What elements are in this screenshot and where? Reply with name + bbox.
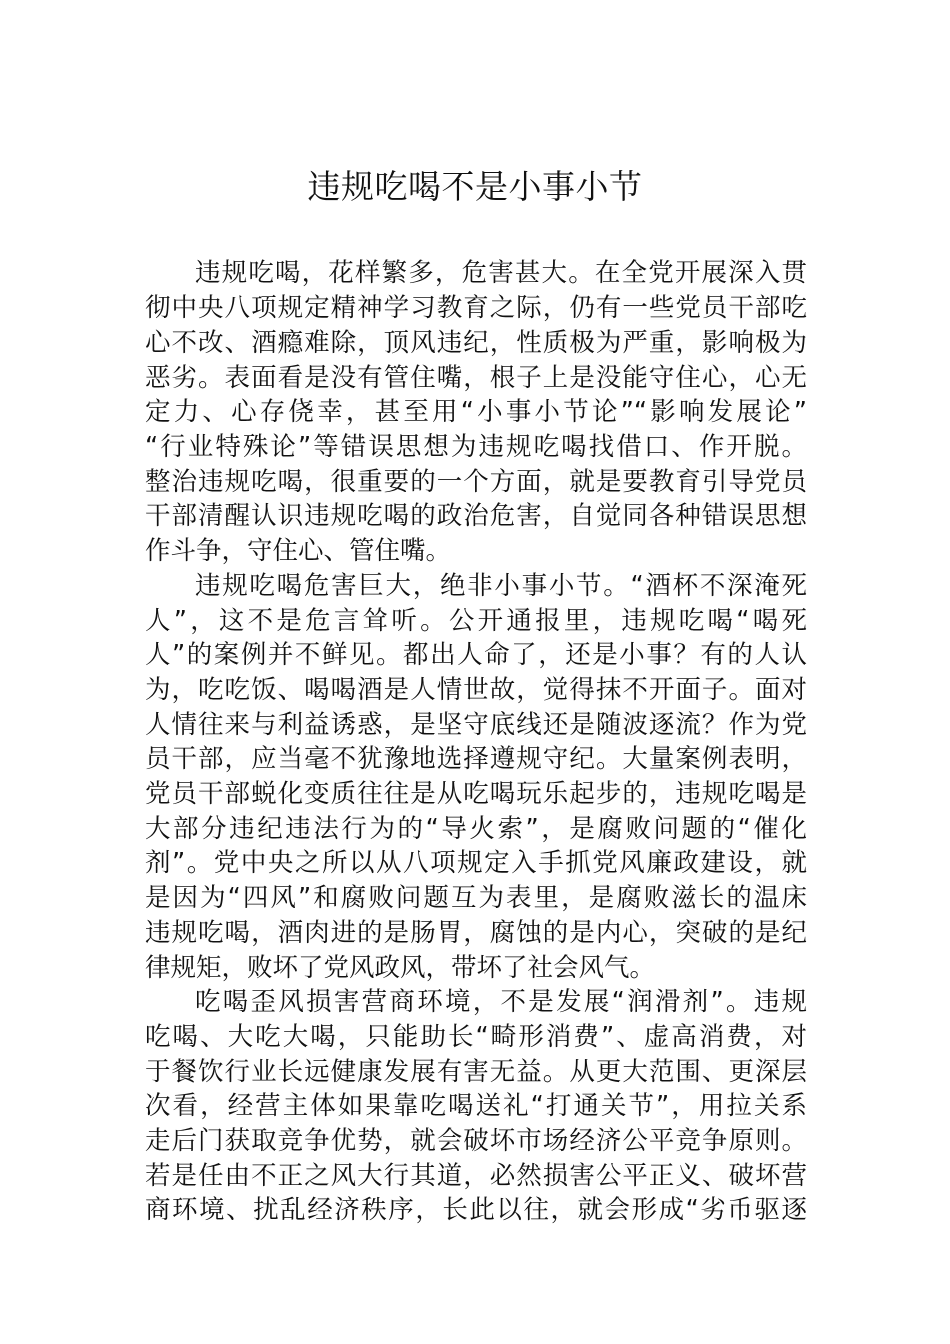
paragraph-line: 为，吃吃饭、喝喝酒是人情世故，觉得抹不开面子。面对 [145,675,807,705]
paragraph-line: 商环境、扰乱经济秩序，长此以往，就会形成“劣币驱逐 [145,1195,807,1225]
paragraph-line: 定力、心存侥幸，甚至用“小事小节论”“影响发展论” [145,397,807,427]
paragraph-line: 于餐饮行业长远健康发展有害无益。从更大范围、更深层 [145,1057,807,1087]
paragraph-line: 剂”。党中央之所以从八项规定入手抓党风廉政建设，就 [145,848,807,878]
paragraph-line: 人”的案例并不鲜见。都出人命了，还是小事？有的人认 [145,640,807,670]
document-title: 违规吃喝不是小事小节 [307,167,643,206]
paragraph-line: 作斗争，守住心、管住嘴。 [145,536,452,566]
paragraph-line: 是因为“四风”和腐败问题互为表里，是腐败滋长的温床 [145,883,807,913]
paragraph-line: 人情往来与利益诱惑，是坚守底线还是随波逐流？作为党 [145,710,807,740]
paragraph-line: 整治违规吃喝，很重要的一个方面，就是要教育引导党员 [145,467,807,497]
paragraph-line: 违规吃喝，花样繁多，危害甚大。在全党开展深入贯 [195,258,807,288]
paragraph-line: 吃喝歪风损害营商环境，不是发展“润滑剂”。违规 [195,987,807,1017]
paragraph-line: 若是任由不正之风大行其道，必然损害公平正义、破坏营 [145,1161,807,1191]
paragraph-line: 吃喝、大吃大喝，只能助长“畸形消费”、虚高消费，对 [145,1022,807,1052]
paragraph-line: “行业特殊论”等错误思想为违规吃喝找借口、作开脱。 [145,432,807,462]
paragraph-line: 次看，经营主体如果靠吃喝送礼“打通关节”，用拉关系 [145,1091,807,1121]
paragraph-line: 恶劣。表面看是没有管住嘴，根子上是没能守住心，心无 [145,363,807,393]
paragraph-line: 大部分违纪违法行为的“导火索”，是腐败问题的“催化 [145,814,807,844]
paragraph-line: 违规吃喝，酒肉进的是肠胃，腐蚀的是内心，突破的是纪 [145,918,807,948]
paragraph-line: 律规矩，败坏了党风政风，带坏了社会风气。 [145,953,656,983]
paragraph-line: 人”，这不是危言耸听。公开通报里，违规吃喝“喝死 [145,606,807,636]
paragraph-line: 干部清醒认识违规吃喝的政治危害，自觉同各种错误思想 [145,501,807,531]
paragraph-line: 员干部，应当毫不犹豫地选择遵规守纪。大量案例表明， [145,744,807,774]
paragraph-line: 心不改、酒瘾难除，顶风违纪，性质极为严重，影响极为 [145,328,807,358]
paragraph-line: 走后门获取竞争优势，就会破坏市场经济公平竞争原则。 [145,1126,807,1156]
paragraph-line: 党员干部蜕化变质往往是从吃喝玩乐起步的，违规吃喝是 [145,779,807,809]
paragraph-line: 违规吃喝危害巨大，绝非小事小节。“酒杯不深淹死 [195,571,807,601]
paragraph-line: 彻中央八项规定精神学习教育之际，仍有一些党员干部吃 [145,293,807,323]
